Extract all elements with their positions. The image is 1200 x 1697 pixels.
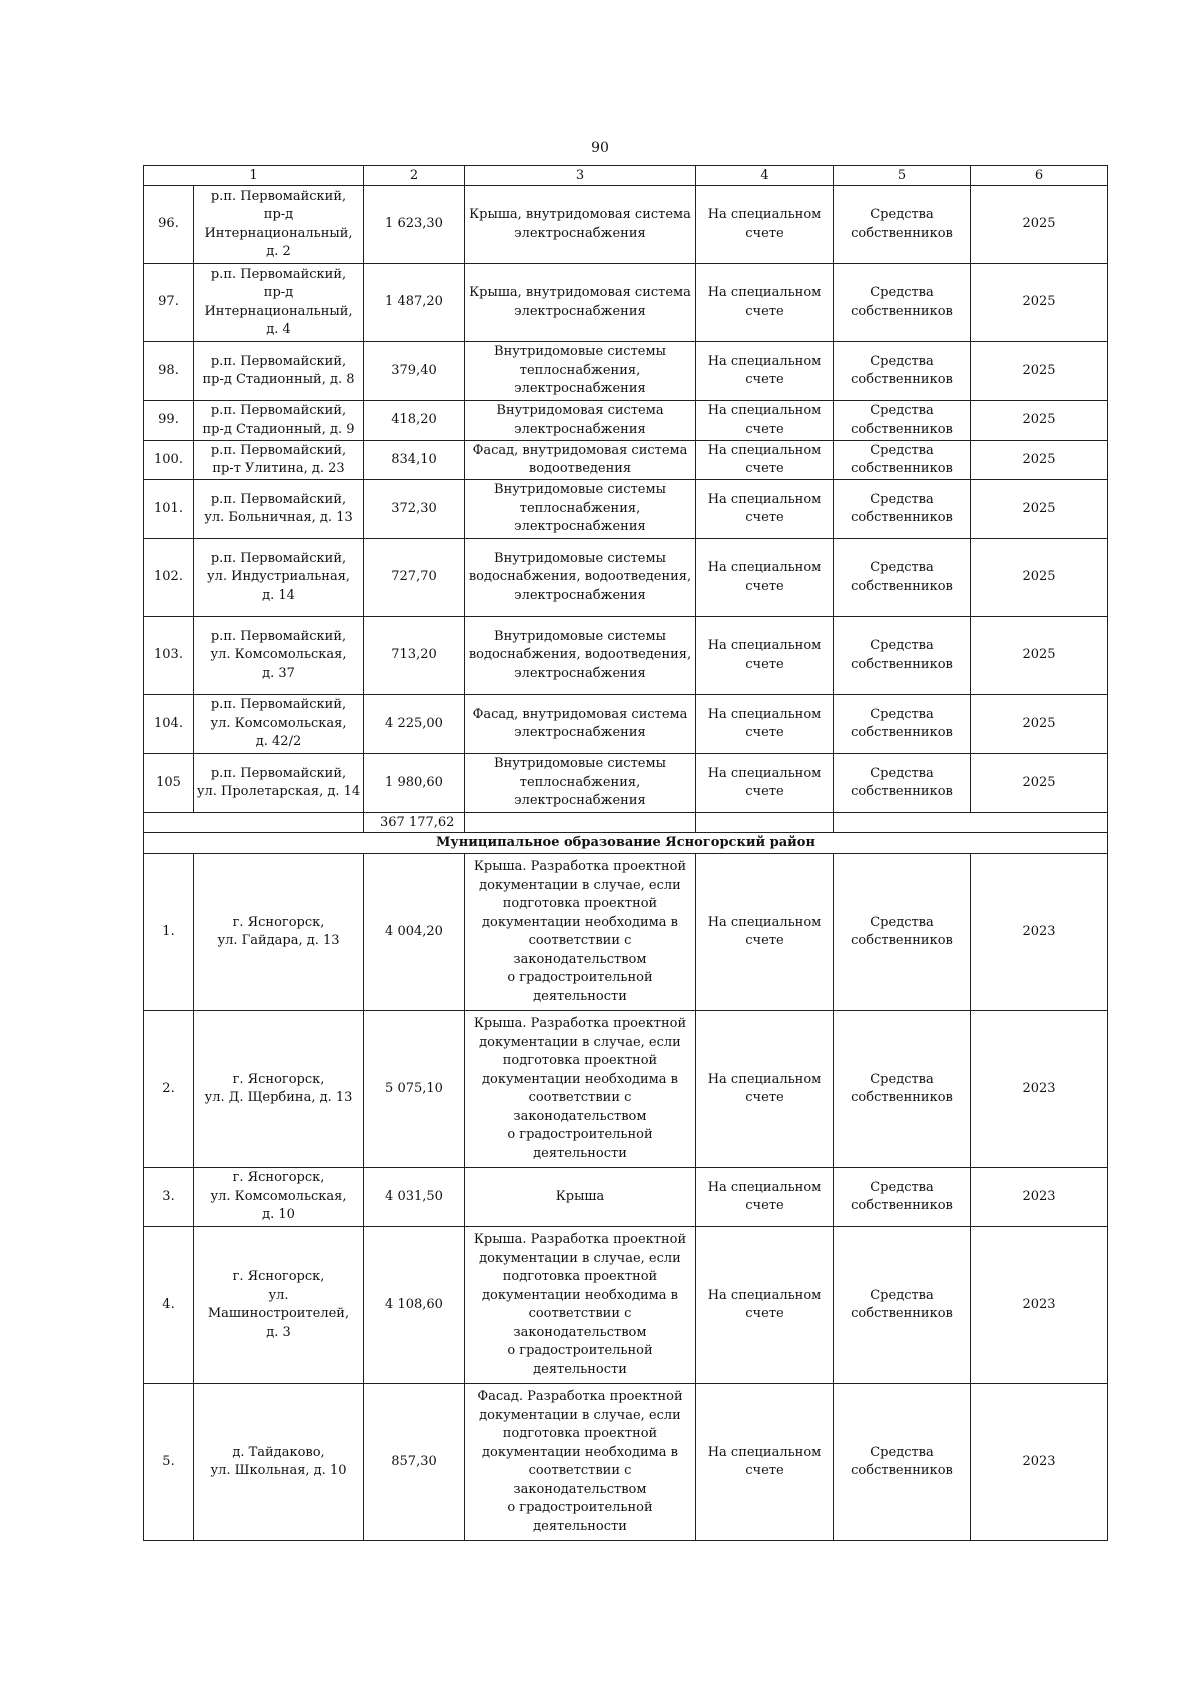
- row-number: 100.: [144, 441, 194, 480]
- row-number: 103.: [144, 617, 194, 695]
- column-header: 6: [971, 166, 1108, 186]
- works-cell: Крыша. Разработка проектной документации в случае, если подготовка проектной документации необходима в соответствии с законодательством о градостроительной деятельности: [465, 1227, 696, 1384]
- address-cell: р.п. Первомайский, пр-д Стадионный, д. 8: [194, 342, 364, 401]
- year-cell: 2023: [971, 1168, 1108, 1227]
- table-row: [144, 186, 1108, 264]
- year-cell: 2025: [971, 186, 1108, 264]
- row-number: 2.: [144, 1011, 194, 1168]
- works-cell: Внутридомовые системы водоснабжения, водоотведения, электроснабжения: [465, 539, 696, 617]
- address-cell: р.п. Первомайский, пр-д Интернациональный, д. 4: [194, 264, 364, 342]
- works-cell: Крыша: [465, 1168, 696, 1227]
- row-number: 101.: [144, 480, 194, 539]
- source-cell: Средства собственников: [834, 401, 971, 441]
- table-row: [144, 441, 1108, 480]
- source-cell: Средства собственников: [834, 1168, 971, 1227]
- row-number: 102.: [144, 539, 194, 617]
- year-cell: 2025: [971, 695, 1108, 754]
- source-cell: Средства собственников: [834, 539, 971, 617]
- method-cell: На специальном счете: [696, 264, 834, 342]
- area-cell: 713,20: [364, 617, 465, 695]
- source-cell: Средства собственников: [834, 342, 971, 401]
- works-cell: Фасад, внутридомовая система электроснабжения: [465, 695, 696, 754]
- year-cell: 2025: [971, 264, 1108, 342]
- works-cell: Фасад. Разработка проектной документации в случае, если подготовка проектной документации необходима в соответствии с законодательством о градостроительной деятельности: [465, 1384, 696, 1541]
- row-number: 96.: [144, 186, 194, 264]
- area-cell: 727,70: [364, 539, 465, 617]
- area-cell: 4 031,50: [364, 1168, 465, 1227]
- row-number: 3.: [144, 1168, 194, 1227]
- column-header: 5: [834, 166, 971, 186]
- table-row: [144, 1011, 1108, 1168]
- area-cell: 857,30: [364, 1384, 465, 1541]
- total-empty-cell: [696, 813, 834, 833]
- table-row: [144, 1168, 1108, 1227]
- address-cell: р.п. Первомайский, ул. Комсомольская, д. 42/2: [194, 695, 364, 754]
- row-number: 1.: [144, 854, 194, 1011]
- year-cell: 2023: [971, 1227, 1108, 1384]
- row-number: 4.: [144, 1227, 194, 1384]
- address-cell: р.п. Первомайский, пр-д Интернациональный, д. 2: [194, 186, 364, 264]
- address-cell: г. Ясногорск, ул. Гайдара, д. 13: [194, 854, 364, 1011]
- column-header: 4: [696, 166, 834, 186]
- register-table: [143, 165, 1108, 1541]
- works-cell: Внутридомовые системы водоснабжения, водоотведения, электроснабжения: [465, 617, 696, 695]
- year-cell: 2023: [971, 1011, 1108, 1168]
- method-cell: На специальном счете: [696, 1011, 834, 1168]
- area-cell: 4 108,60: [364, 1227, 465, 1384]
- area-cell: 4 004,20: [364, 854, 465, 1011]
- source-cell: Средства собственников: [834, 441, 971, 480]
- year-cell: 2025: [971, 441, 1108, 480]
- year-cell: 2023: [971, 854, 1108, 1011]
- method-cell: На специальном счете: [696, 754, 834, 813]
- method-cell: На специальном счете: [696, 186, 834, 264]
- source-cell: Средства собственников: [834, 186, 971, 264]
- source-cell: Средства собственников: [834, 1011, 971, 1168]
- year-cell: 2025: [971, 401, 1108, 441]
- column-header: 1: [144, 166, 364, 186]
- method-cell: На специальном счете: [696, 617, 834, 695]
- column-header: 2: [364, 166, 465, 186]
- works-cell: Внутридомовые системы теплоснабжения, электроснабжения: [465, 754, 696, 813]
- method-cell: На специальном счете: [696, 854, 834, 1011]
- method-cell: На специальном счете: [696, 480, 834, 539]
- year-cell: 2025: [971, 754, 1108, 813]
- area-cell: 5 075,10: [364, 1011, 465, 1168]
- table-row: [144, 539, 1108, 617]
- year-cell: 2025: [971, 617, 1108, 695]
- year-cell: 2025: [971, 480, 1108, 539]
- address-cell: р.п. Первомайский, ул. Пролетарская, д. 14: [194, 754, 364, 813]
- address-cell: г. Ясногорск, ул. Машиностроителей, д. 3: [194, 1227, 364, 1384]
- table-row: [144, 1227, 1108, 1384]
- table-row: [144, 695, 1108, 754]
- row-number: 99.: [144, 401, 194, 441]
- method-cell: На специальном счете: [696, 342, 834, 401]
- column-header: 3: [465, 166, 696, 186]
- table-row: [144, 480, 1108, 539]
- source-cell: Средства собственников: [834, 1384, 971, 1541]
- table-row: [144, 342, 1108, 401]
- table-row: [144, 1384, 1108, 1541]
- row-number: 105: [144, 754, 194, 813]
- year-cell: 2023: [971, 1384, 1108, 1541]
- works-cell: Внутридомовая система электроснабжения: [465, 401, 696, 441]
- method-cell: На специальном счете: [696, 1384, 834, 1541]
- address-cell: р.п. Первомайский, пр-д Стадионный, д. 9: [194, 401, 364, 441]
- table-row: [144, 854, 1108, 1011]
- year-cell: 2025: [971, 539, 1108, 617]
- total-row: [144, 813, 1108, 833]
- address-cell: г. Ясногорск, ул. Комсомольская, д. 10: [194, 1168, 364, 1227]
- area-cell: 1 623,30: [364, 186, 465, 264]
- total-empty-cell: [834, 813, 1108, 833]
- area-cell: 379,40: [364, 342, 465, 401]
- year-cell: 2025: [971, 342, 1108, 401]
- section-header-row: [144, 833, 1108, 854]
- address-cell: р.п. Первомайский, пр-т Улитина, д. 23: [194, 441, 364, 480]
- total-empty-cell: [465, 813, 696, 833]
- area-cell: 4 225,00: [364, 695, 465, 754]
- source-cell: Средства собственников: [834, 264, 971, 342]
- row-number: 98.: [144, 342, 194, 401]
- method-cell: На специальном счете: [696, 441, 834, 480]
- works-cell: Крыша, внутридомовая система электроснабжения: [465, 186, 696, 264]
- row-number: 5.: [144, 1384, 194, 1541]
- page-number: 90: [591, 140, 609, 156]
- table-row: [144, 401, 1108, 441]
- works-cell: Крыша, внутридомовая система электроснабжения: [465, 264, 696, 342]
- works-cell: Внутридомовые системы теплоснабжения, электроснабжения: [465, 480, 696, 539]
- source-cell: Средства собственников: [834, 617, 971, 695]
- row-number: 104.: [144, 695, 194, 754]
- source-cell: Средства собственников: [834, 754, 971, 813]
- table-row: [144, 754, 1108, 813]
- method-cell: На специальном счете: [696, 1227, 834, 1384]
- method-cell: На специальном счете: [696, 1168, 834, 1227]
- method-cell: На специальном счете: [696, 539, 834, 617]
- works-cell: Крыша. Разработка проектной документации в случае, если подготовка проектной документации необходима в соответствии с законодательством о градостроительной деятельности: [465, 854, 696, 1011]
- area-cell: 1 487,20: [364, 264, 465, 342]
- source-cell: Средства собственников: [834, 480, 971, 539]
- section-title: Муниципальное образование Ясногорский район: [144, 833, 1108, 854]
- row-number: 97.: [144, 264, 194, 342]
- table-row: [144, 264, 1108, 342]
- address-cell: р.п. Первомайский, ул. Больничная, д. 13: [194, 480, 364, 539]
- source-cell: Средства собственников: [834, 695, 971, 754]
- source-cell: Средства собственников: [834, 1227, 971, 1384]
- address-cell: г. Ясногорск, ул. Д. Щербина, д. 13: [194, 1011, 364, 1168]
- works-cell: Фасад, внутридомовая система водоотведения: [465, 441, 696, 480]
- address-cell: р.п. Первомайский, ул. Комсомольская, д. 37: [194, 617, 364, 695]
- address-cell: р.п. Первомайский, ул. Индустриальная, д. 14: [194, 539, 364, 617]
- area-cell: 372,30: [364, 480, 465, 539]
- area-cell: 1 980,60: [364, 754, 465, 813]
- method-cell: На специальном счете: [696, 695, 834, 754]
- header-row: [144, 166, 1108, 186]
- total-label-cell: [144, 813, 364, 833]
- area-cell: 418,20: [364, 401, 465, 441]
- works-cell: Крыша. Разработка проектной документации в случае, если подготовка проектной документации необходима в соответствии с законодательством о градостроительной деятельности: [465, 1011, 696, 1168]
- method-cell: На специальном счете: [696, 401, 834, 441]
- works-cell: Внутридомовые системы теплоснабжения, электроснабжения: [465, 342, 696, 401]
- source-cell: Средства собственников: [834, 854, 971, 1011]
- area-cell: 834,10: [364, 441, 465, 480]
- total-area: 367 177,62: [364, 813, 465, 833]
- address-cell: д. Тайдаково, ул. Школьная, д. 10: [194, 1384, 364, 1541]
- table-row: [144, 617, 1108, 695]
